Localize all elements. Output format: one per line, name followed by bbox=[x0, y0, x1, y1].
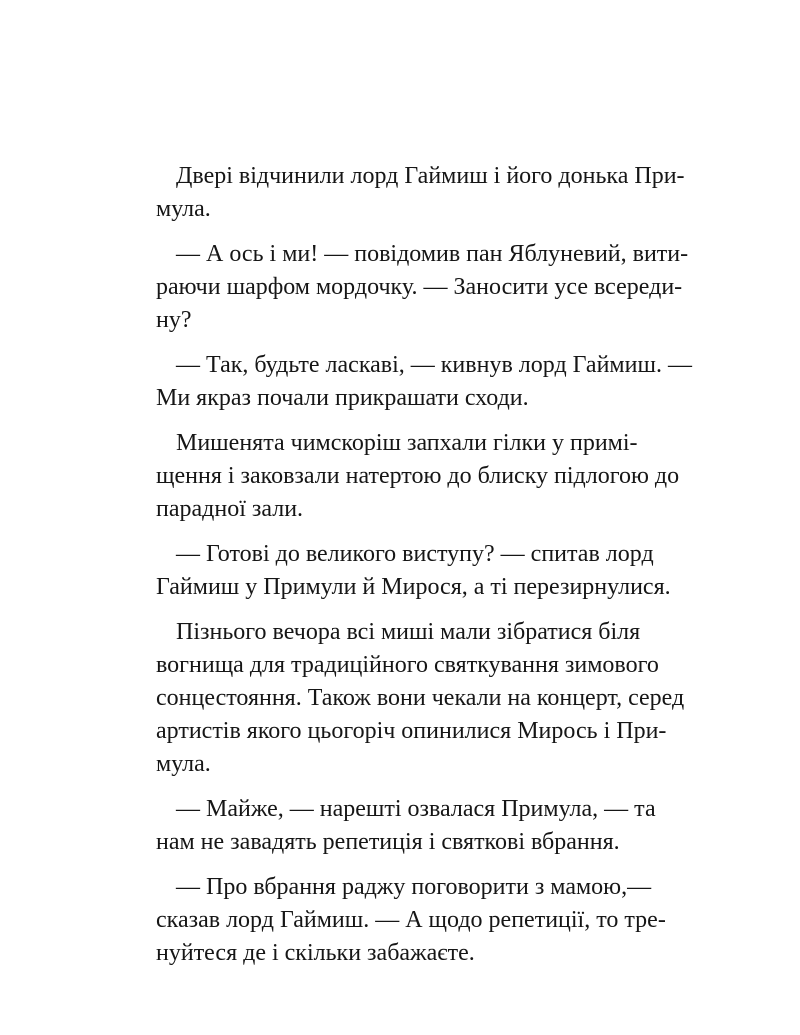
text-line: мула. bbox=[156, 751, 211, 777]
text-line: — Про вбрання раджу поговорити з мамою,— bbox=[176, 874, 652, 900]
body-text bbox=[156, 160, 692, 982]
text-line: парадної зали. bbox=[156, 496, 304, 522]
text-line: нам не завадять репетиція і святкові вбрання. bbox=[156, 829, 620, 855]
text-line: мула. bbox=[156, 196, 211, 222]
text-line: — А ось і ми! — повідомив пан Яблуневий, вити- bbox=[176, 241, 689, 267]
paragraph-4 bbox=[156, 427, 686, 526]
text-line: сказав лорд Гаймиш. — А щодо репетиції, то тре- bbox=[156, 907, 666, 933]
paragraph-8 bbox=[156, 871, 686, 970]
text-line: артистів якого цьогоріч опинилися Мирось і При- bbox=[156, 718, 667, 744]
text-line: нуйтеся де і скільки забажаєте. bbox=[156, 940, 475, 966]
paragraph-5 bbox=[156, 538, 686, 604]
text-line: раючи шарфом мордочку. — Заносити усе всереди- bbox=[156, 274, 683, 300]
text-line: Гаймиш у Примули й Мирося, а ті перезирнулися. bbox=[156, 574, 671, 600]
text-line: щення і заковзали натертою до блиску підлогою до bbox=[156, 463, 680, 489]
text-line: ну? bbox=[156, 307, 192, 333]
paragraph-1 bbox=[156, 160, 686, 226]
paragraph-6 bbox=[156, 616, 686, 781]
text-line: вогнища для традиційного святкування зимового bbox=[156, 652, 659, 678]
text-line: — Готові до великого виступу? — спитав лорд bbox=[176, 541, 654, 567]
paragraph-2 bbox=[156, 238, 689, 337]
text-line: Ми якраз почали прикрашати сходи. bbox=[156, 385, 529, 411]
text-line: Пізнього вечора всі миші мали зібратися біля bbox=[176, 619, 641, 645]
text-line: сонцестояння. Також вони чекали на концерт, серед bbox=[156, 685, 685, 711]
paragraph-3 bbox=[156, 349, 692, 415]
paragraph-7 bbox=[156, 793, 686, 859]
text-line: Двері відчинили лорд Гаймиш і його донька При- bbox=[176, 163, 685, 189]
text-line: Мишенята чимскоріш запхали гілки у примі- bbox=[176, 430, 638, 456]
text-line: — Так, будьте ласкаві, — кивнув лорд Гаймиш. — bbox=[176, 352, 692, 378]
text-line: — Майже, — нарешті озвалася Примула, — та bbox=[176, 796, 656, 822]
